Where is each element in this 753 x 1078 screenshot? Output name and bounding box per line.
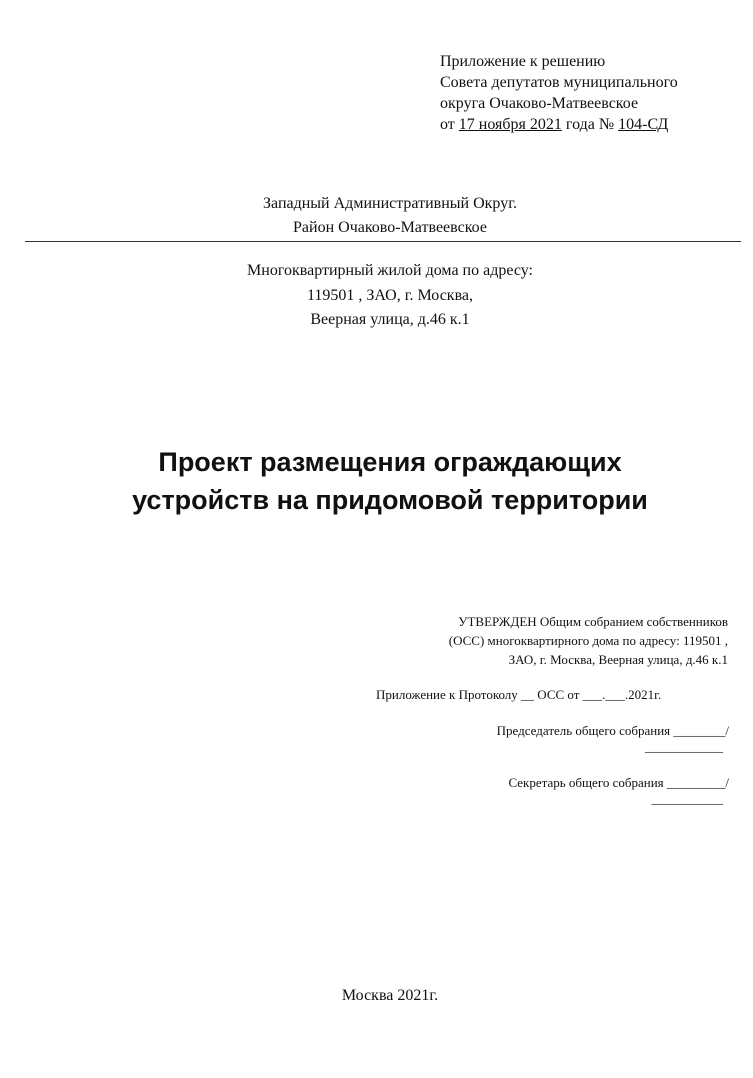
document-title [0, 443, 753, 519]
title-line-2: устройств на придомовой территории [132, 485, 648, 515]
header-okrug: Западный Административный Округ. [263, 195, 517, 212]
approval-line-1: УТВЕРЖДЕН Общим собранием собственников [458, 614, 728, 629]
appendix-date-prefix: от [440, 116, 459, 133]
chairman-signature-line: ____________ [645, 739, 723, 754]
appendix-line-1: Приложение к решению [440, 53, 606, 70]
appendix-date-middle: года № [561, 116, 619, 133]
address-line-1: Многоквартирный жилой дома по адресу: [247, 262, 533, 279]
appendix-line-2: Совета депутатов муниципального [440, 74, 678, 91]
appendix-block [440, 52, 678, 136]
address-line-2: 119501 , ЗАО, г. Москва, [306, 287, 474, 304]
appendix-date: 17 ноября 2021 [458, 116, 562, 133]
address-line-3: Веерная улица, д.46 к.1 [310, 311, 470, 328]
approval-line-2: (ОСС) многоквартирного дома по адресу: 119501 , [448, 633, 728, 648]
footer-city-year: Москва 2021г. [341, 987, 439, 1004]
secretary-signature-label: Секретарь общего собрания _________/ [508, 775, 729, 790]
appendix-line-3: округа Очаково-Матвеевское [440, 95, 639, 112]
header-rayon: Район Очаково-Матвеевское [293, 219, 487, 236]
protocol-line: Приложение к Протоколу __ ОСС от ___.___.2021г. [376, 687, 662, 702]
approval-line-3: ЗАО, г. Москва, Веерная улица, д.46 к.1 [508, 652, 728, 667]
header-divider [25, 241, 741, 242]
appendix-line-4 [440, 115, 678, 136]
appendix-number: 104-СД [618, 116, 669, 133]
chairman-signature-label: Председатель общего собрания ________/ [496, 723, 729, 738]
approval-block [449, 612, 728, 669]
title-line-1: Проект размещения ограждающих [158, 447, 622, 477]
secretary-signature-line: ___________ [651, 791, 723, 806]
